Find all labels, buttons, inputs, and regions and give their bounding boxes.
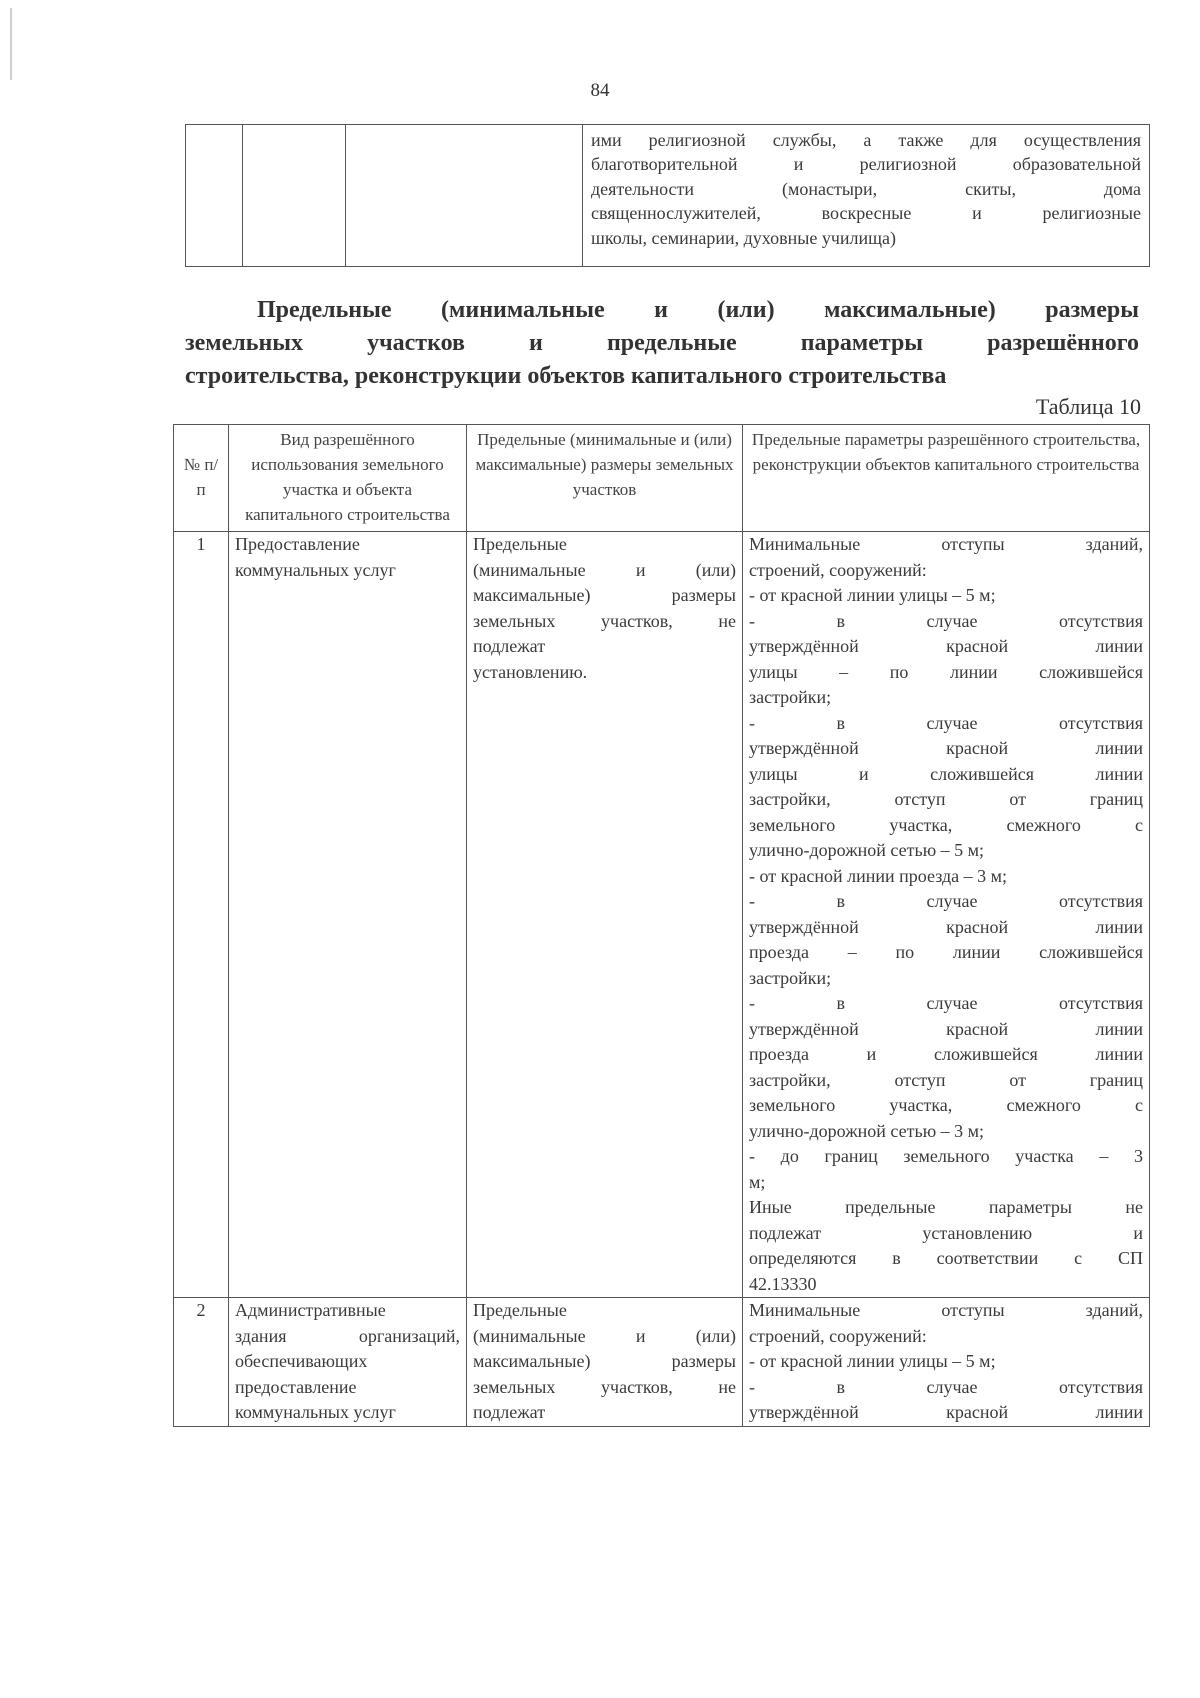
heading-line: строительства, реконструкции объектов капитального строительства — [185, 363, 947, 389]
text-line: (минимальные и (или) — [473, 1325, 736, 1346]
heading-line: земельных участков и предельные параметры разрешённого — [185, 330, 1139, 356]
text-line: улично-дорожной сетью – 3 м; — [749, 1120, 985, 1141]
text-line: - от красной линии проезда – 3 м; — [749, 865, 1008, 886]
text-line: Предельные — [473, 534, 567, 554]
text-line: земельных участков, не — [473, 610, 736, 631]
text-line: - в случае отсутствия — [749, 1376, 1143, 1397]
text-line: подлежат — [473, 636, 546, 656]
text-line: - в случае отсутствия — [749, 891, 1143, 911]
text-line: здания организаций, — [235, 1325, 460, 1346]
text-line: коммунальных услуг — [235, 1402, 396, 1422]
text-line: Административные — [235, 1300, 386, 1320]
header-kind: Вид разрешённого использования земельного участка и объекта капитального строительства — [229, 425, 467, 532]
row-params — [743, 1298, 1150, 1427]
text-line: - до границ земельного участка – 3 — [749, 1146, 1143, 1166]
text-line: земельных участков, не — [473, 1376, 736, 1397]
text-line: утверждённой красной линии — [749, 738, 1143, 758]
table-cell — [346, 125, 583, 267]
row-kind — [229, 532, 467, 1298]
text-line: священнослужителей, воскресные и религиозные — [591, 203, 1141, 224]
text-line: проезда – по линии сложившейся — [749, 942, 1143, 962]
text-line: утверждённой красной линии — [749, 1402, 1143, 1422]
text-line: земельного участка, смежного с — [749, 814, 1143, 835]
page-number: 84 — [590, 80, 610, 101]
text-line: Минимальные отступы зданий, — [749, 534, 1143, 554]
table-row — [186, 125, 1150, 267]
text-line: подлежат — [473, 1402, 546, 1422]
text-line: определяются в соответствии с СП — [749, 1248, 1143, 1268]
table-cell — [243, 125, 346, 267]
text-line: благотворительной и религиозной образовательной — [591, 154, 1141, 175]
text-line: ими религиозной службы, а также для осуществления — [591, 130, 1141, 150]
text-line: 42.13330 — [749, 1273, 817, 1294]
text-line: застройки; — [749, 687, 832, 707]
row-number: 2 — [174, 1298, 229, 1427]
text-line: земельного участка, смежного с — [749, 1095, 1143, 1115]
text-line: Иные предельные параметры не — [749, 1197, 1143, 1217]
text-line: Предоставление — [235, 534, 360, 554]
text-line: школы, семинарии, духовные училища) — [591, 227, 896, 248]
text-line: предоставление — [235, 1376, 357, 1397]
row-number: 1 — [174, 532, 229, 1298]
text-line: подлежат установлению и — [749, 1222, 1143, 1243]
header-params: Предельные параметры разрешённого строительства, реконструкции объектов капитального строительства — [743, 425, 1150, 532]
text-line: застройки; — [749, 967, 832, 988]
text-line: максимальные) размеры — [473, 1351, 736, 1371]
table-header-row — [174, 425, 1150, 532]
row-sizes — [467, 1298, 743, 1427]
continuation-text-cell — [583, 125, 1150, 267]
text-line: утверждённой красной линии — [749, 1018, 1143, 1039]
scan-edge-mark — [10, 8, 12, 80]
text-line: Минимальные отступы зданий, — [749, 1300, 1143, 1320]
text-line: улично-дорожной сетью – 5 м; — [749, 840, 985, 860]
header-sizes: Предельные (минимальные и (или) максимальные) размеры земельных участков — [467, 425, 743, 532]
text-line: строений, сооружений: — [749, 559, 927, 580]
text-line: - от красной линии улицы – 5 м; — [749, 1351, 996, 1371]
text-line: установлению. — [473, 661, 588, 682]
table-label: Таблица 10 — [1035, 394, 1141, 419]
text-line: обеспечивающих — [235, 1351, 368, 1371]
text-line: Предельные — [473, 1300, 567, 1320]
heading-line: Предельные (минимальные и (или) максимальные) размеры — [257, 297, 1139, 323]
section-heading — [185, 294, 1139, 393]
limits-table — [173, 424, 1150, 1427]
text-line: максимальные) размеры — [473, 585, 736, 605]
text-line: деятельности (монастыри, скиты, дома — [591, 178, 1141, 199]
text-line: - в случае отсутствия — [749, 610, 1143, 631]
text-line: улицы – по линии сложившейся — [749, 661, 1143, 682]
row-params — [743, 532, 1150, 1298]
text-line: - в случае отсутствия — [749, 993, 1143, 1013]
header-num: № п/п — [174, 425, 229, 532]
continuation-table — [185, 124, 1150, 267]
table-row — [174, 1298, 1150, 1427]
row-kind — [229, 1298, 467, 1427]
text-line: коммунальных услуг — [235, 559, 396, 580]
text-line: утверждённой красной линии — [749, 916, 1143, 937]
text-line: проезда и сложившейся линии — [749, 1044, 1143, 1064]
text-line: застройки, отступ от границ — [749, 789, 1143, 809]
text-line: - в случае отсутствия — [749, 712, 1143, 733]
row-sizes — [467, 532, 743, 1298]
text-line: улицы и сложившейся линии — [749, 763, 1143, 784]
table-cell — [186, 125, 243, 267]
table-row — [174, 532, 1150, 1298]
text-line: строений, сооружений: — [749, 1325, 927, 1346]
text-line: - от красной линии улицы – 5 м; — [749, 585, 996, 605]
text-line: (минимальные и (или) — [473, 559, 736, 580]
text-line: утверждённой красной линии — [749, 636, 1143, 656]
text-line: м; — [749, 1171, 766, 1192]
text-line: застройки, отступ от границ — [749, 1069, 1143, 1090]
